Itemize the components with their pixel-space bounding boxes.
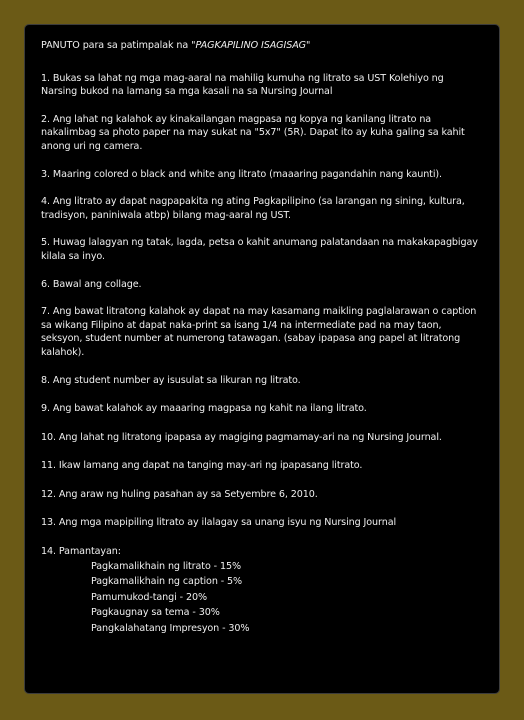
rule-6: 6. Bawal ang collage. bbox=[41, 278, 142, 290]
rule-10: 10. Ang lahat ng litratong ipapasa ay magiging pagmamay-ari na ng Nursing Journal. bbox=[41, 431, 442, 443]
criteria-item: Pamumukod-tangi - 20% bbox=[91, 591, 207, 603]
criteria-item: Pagkaugnay sa tema - 30% bbox=[91, 607, 220, 619]
title-prefix: PANUTO para sa patimpalak na bbox=[41, 40, 192, 51]
notice-title bbox=[41, 39, 481, 53]
rule-1: 1. Bukas sa lahat ng mga mag-aaral na mahilig kumuha ng litrato sa UST Kolehiyo ng Narsing bukod na lamang sa mga kasali na sa Nursing Journal bbox=[41, 72, 444, 98]
criteria-list bbox=[41, 559, 481, 637]
notice-panel bbox=[24, 24, 500, 694]
rule-11: 11. Ikaw lamang ang dapat na tanging may-ari ng ipapasang litrato. bbox=[41, 460, 363, 472]
rule-13: 13. Ang mga mapipiling litrato ay ilalagay sa unang isyu ng Nursing Journal bbox=[41, 517, 397, 529]
criteria-item: Pagkamalikhain ng litrato - 15% bbox=[91, 560, 242, 572]
rule-4: 4. Ang litrato ay dapat nagpapakita ng ating Pagkapilipino (sa larangan ng sining, kultura, tradisyon, paniniwala atbp) bilang mag-aaral ng UST. bbox=[41, 196, 465, 221]
rule-9: 9. Ang bawat kalahok ay maaaring magpasa ng kahit na ilang litrato. bbox=[41, 403, 367, 415]
rule-3: 3. Maaring colored o black and white ang litrato (maaaring pagandahin nang kaunti). bbox=[41, 168, 442, 180]
criteria-item: Pagkamalikhain ng caption - 5% bbox=[91, 576, 243, 588]
rule-12: 12. Ang araw ng huling pasahan ay sa Setyembre 6, 2010. bbox=[41, 488, 318, 500]
criteria-item: Pangkalahatang Impresyon - 30% bbox=[91, 623, 250, 635]
rule-5: 5. Huwag lalagyan ng tatak, lagda, petsa o kahit anumang palatandaan na makakapagbigay kilala sa inyo. bbox=[41, 237, 478, 262]
rule-2: 2. Ang lahat ng kalahok ay kinakailangan magpasa ng kopya ng kanilang litrato na nakalimbag sa photo paper na may sukat na "5x7" (5R). Dapat ito ay kuha galing sa kahit anong uri ng camera. bbox=[41, 113, 465, 152]
rule-7: 7. Ang bawat litratong kalahok ay dapat na may kasamang maikling paglalarawan o caption sa wikang Filipino at dapat naka-print sa isang 1/4 na intermediate pad na may taon, seksyon, student number at numerong tatawagan. (sabay ipapasa ang papel at litratong kalahok). bbox=[41, 306, 477, 358]
contest-name: "PAGKAPILINO ISAGISAG" bbox=[191, 40, 311, 51]
criteria-heading: 14. Pamantayan: bbox=[41, 546, 121, 558]
rule-8: 8. Ang student number ay isusulat sa likuran ng litrato. bbox=[41, 374, 301, 386]
